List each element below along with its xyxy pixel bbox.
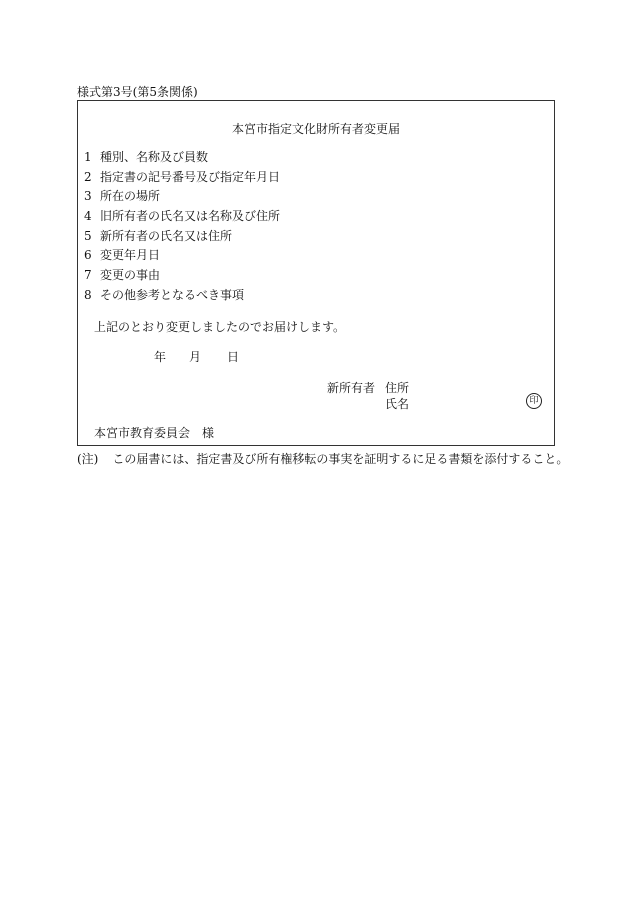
list-item <box>84 190 280 210</box>
date-line <box>78 351 278 365</box>
year-label: 年 <box>154 350 167 364</box>
item-number: 4 <box>84 209 92 224</box>
address-label: 住所 <box>385 381 410 395</box>
item-number: 8 <box>84 287 92 302</box>
item-number: 3 <box>84 189 92 204</box>
note-prefix: (注) <box>77 452 99 466</box>
item-list <box>84 151 280 309</box>
list-item <box>84 249 280 269</box>
new-owner-label: 新所有者 <box>327 381 376 395</box>
item-number: 5 <box>84 228 92 243</box>
footnote <box>77 453 568 465</box>
item-number: 1 <box>84 150 92 164</box>
list-item <box>84 230 280 250</box>
list-item <box>84 269 280 289</box>
item-text: 種別、名称及び員数 <box>100 150 209 164</box>
item-text: その他参考となるべき事項 <box>100 287 245 302</box>
item-text: 旧所有者の氏名又は名称及び住所 <box>100 209 281 224</box>
document-title: 本宮市指定文化財所有者変更届 <box>231 122 400 136</box>
seal-icon: 印 <box>526 393 542 409</box>
notification-form <box>77 100 555 446</box>
item-number: 6 <box>84 248 92 263</box>
list-item <box>84 151 280 171</box>
month-label: 月 <box>189 350 202 364</box>
item-number: 2 <box>84 169 92 184</box>
name-label: 氏名 <box>385 397 410 411</box>
list-item <box>84 210 280 230</box>
item-number: 7 <box>84 268 92 283</box>
list-item <box>84 171 280 191</box>
item-text: 指定書の記号番号及び指定年月日 <box>100 169 281 184</box>
item-text: 所在の場所 <box>100 189 161 204</box>
day-label: 日 <box>227 350 240 364</box>
item-text: 変更の事由 <box>100 268 161 283</box>
note-text: この届書には、指定書及び所有権移転の事実を証明するに足る書類を添付すること。 <box>112 452 569 466</box>
list-item <box>84 289 280 309</box>
submission-statement: 上記のとおり変更しましたのでお届けします。 <box>94 320 346 334</box>
item-text: 変更年月日 <box>100 248 161 263</box>
addressee: 本宮市教育委員会 様 <box>94 426 215 440</box>
form-number-label: 様式第3号(第5条関係) <box>77 85 198 99</box>
item-text: 新所有者の氏名又は住所 <box>100 228 233 243</box>
